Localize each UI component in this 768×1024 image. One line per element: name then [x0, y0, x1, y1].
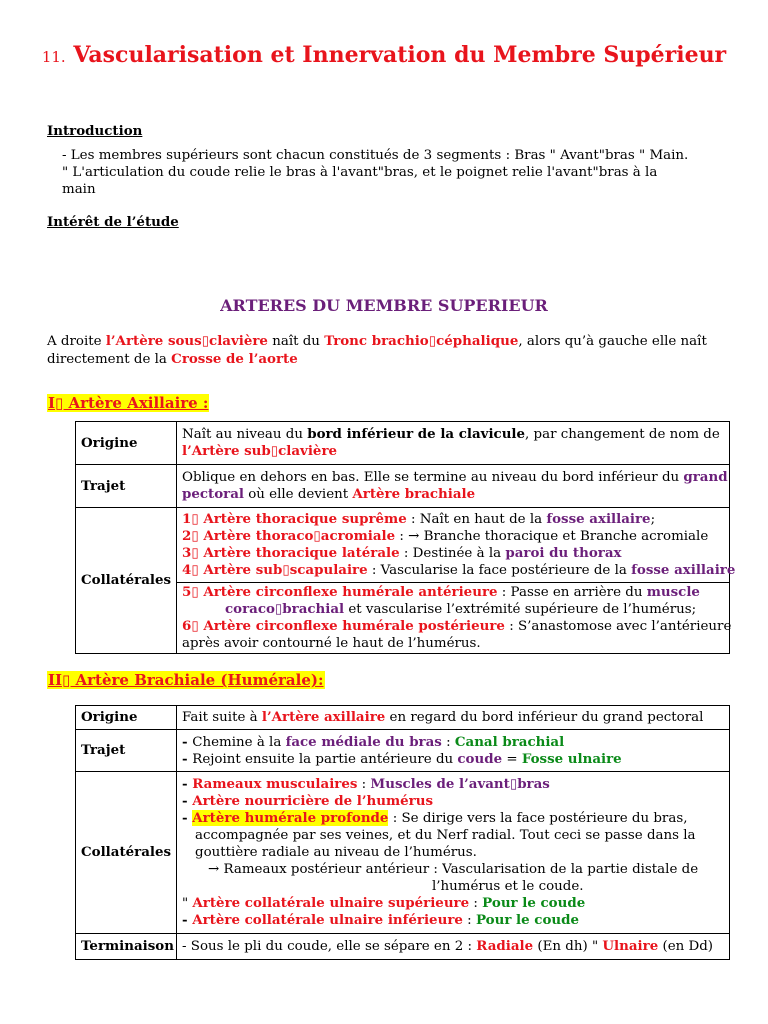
cell-text: - Sous le pli du coude, elle se sépare en 2 :: [182, 939, 477, 954]
bullet: -: [182, 776, 193, 792]
artery-name: Artère brachiale: [352, 486, 476, 502]
cell-text: accompagnée par ses veines, et du Nerf radial. Tout ceci se passe dans la: [195, 828, 696, 843]
cell-text: :: [469, 896, 483, 911]
artery-name: Rameaux musculaires: [192, 776, 358, 792]
artery-name: Artère nourricière de l’humérus: [192, 793, 433, 809]
artery-name: 6▯ Artère circonflexe humérale postérieure: [182, 618, 505, 634]
table-row-origine: [76, 422, 730, 465]
artery-name: l’Artère axillaire: [261, 709, 386, 725]
row-label: Trajet: [76, 465, 177, 508]
cell-text: Oblique en dehors en bas. Elle se termine au niveau du bord inférieur du: [182, 470, 684, 485]
cell-text: : Passe en arrière du: [497, 585, 647, 600]
bullet: -: [182, 793, 193, 809]
para-brachiocephalic-trunk: Tronc brachio▯céphalique: [324, 333, 519, 349]
cell-text: → Rameaux postérieur antérieur : Vascularisation de la partie distale de: [208, 862, 699, 877]
introduction-line: " L'articulation du coude relie le bras à l'avant"bras, et le poignet relie l'avant"bras à la: [62, 165, 658, 180]
bullet: -: [182, 912, 193, 928]
para-aortic-arch: Crosse de l’aorte: [171, 350, 298, 367]
cell-text: gouttière radiale au niveau de l’humérus.: [195, 845, 477, 860]
artery-name: 3▯ Artère thoracique latérale: [182, 545, 400, 561]
collaterales-cell-1: [177, 508, 736, 583]
cell-text: (En dh) ": [533, 939, 603, 954]
para-text: , alors qu’à gauche elle naît: [518, 334, 707, 349]
origine-cell: [177, 422, 730, 465]
brachiale-heading-wrap: [47, 671, 325, 689]
page-title: [0, 42, 768, 68]
target-name: Pour le coude: [475, 912, 580, 928]
introduction-line: - Les membres supérieurs sont chacun constitués de 3 segments : Bras " Avant"bras " Main.: [62, 148, 689, 163]
cell-text: :: [462, 913, 476, 928]
title-text: Vascularisation et Innervation du Membre Supérieur: [73, 42, 727, 68]
introduction-heading: Introduction: [47, 123, 143, 139]
artery-name: Radiale: [476, 938, 534, 954]
table-row-origine: [76, 706, 730, 730]
trajet-cell: [177, 730, 730, 772]
region-name: paroi du thorax: [505, 545, 622, 561]
collaterales-cell-2: [177, 583, 730, 654]
bullet: -: [182, 733, 193, 750]
row-label: Origine: [76, 706, 177, 730]
artery-name: 2▯ Artère thoraco▯acromiale: [182, 528, 396, 544]
cell-text: : Naît en haut de la: [406, 512, 547, 527]
cell-text: où elle devient: [243, 487, 353, 502]
axillaire-table: [75, 421, 736, 654]
bullet: -: [182, 810, 193, 826]
cell-text: Chemine à la: [192, 734, 286, 750]
muscle-name: pectoral: [182, 486, 244, 502]
bullet: ": [182, 896, 193, 911]
para-text: naît du: [267, 334, 325, 349]
row-label: Terminaison: [76, 934, 177, 960]
cell-bold: bord inférieur de la clavicule: [307, 426, 526, 442]
artery-name-highlighted: Artère humérale profonde: [192, 810, 389, 826]
muscle-name: Muscles de l’avant▯bras: [370, 776, 550, 792]
muscle-name: coraco▯brachial: [225, 601, 345, 617]
cell-text: : S’anastomose avec l’antérieure: [504, 619, 732, 634]
region-name: Fosse ulnaire: [521, 750, 622, 767]
table-row-terminaison: [76, 934, 730, 960]
interet-heading: Intérêt de l’étude: [47, 214, 179, 230]
row-label: Origine: [76, 422, 177, 465]
introduction-text: [62, 147, 702, 198]
cell-text: après avoir contourné le haut de l’humérus.: [182, 636, 481, 651]
brachiale-heading: II▯ Artère Brachiale (Humérale):: [48, 671, 324, 689]
cell-text: Naît au niveau du: [182, 427, 308, 442]
region-name: Canal brachial: [454, 733, 565, 750]
artery-name: 5▯ Artère circonflexe humérale antérieure: [182, 584, 498, 600]
target-name: Pour le coude: [482, 895, 586, 911]
region-name: face médiale du bras: [285, 733, 442, 750]
cell-text: : Vascularise la face postérieure de la: [367, 563, 632, 578]
arteres-heading: ARTERES DU MEMBRE SUPERIEUR: [220, 296, 548, 315]
table-row-collaterales: [76, 772, 730, 934]
cell-text: Rejoint ensuite la partie antérieure du: [192, 751, 458, 767]
row-label: Collatérales: [76, 772, 177, 934]
artery-name: Artère collatérale ulnaire inférieure: [192, 912, 463, 928]
para-artery-subclavian: l’Artère sous▯clavière: [105, 333, 268, 349]
brachiale-table: [75, 705, 730, 960]
cell-text: l’humérus et le coude.: [432, 879, 584, 894]
region-name: coude: [457, 750, 503, 767]
region-name: fosse axillaire: [546, 511, 651, 527]
cell-text: ;: [650, 512, 656, 527]
muscle-name: grand: [683, 469, 728, 485]
bullet: -: [182, 750, 193, 767]
axillaire-heading-wrap: [47, 394, 209, 412]
table-row-trajet: [76, 465, 730, 508]
cell-text: (en Dd): [658, 939, 714, 954]
axillaire-heading: I▯ Artère Axillaire :: [48, 394, 209, 412]
cell-text: :: [357, 777, 371, 792]
collaterales-cell: [177, 772, 730, 934]
muscle-name: muscle: [646, 584, 700, 600]
cell-text: =: [502, 751, 522, 767]
origine-cell: [177, 706, 730, 730]
intro-paragraph: [47, 333, 737, 368]
artery-name: 4▯ Artère sub▯scapulaire: [182, 562, 368, 578]
artery-name: Artère collatérale ulnaire supérieure: [192, 895, 470, 911]
row-label: Collatérales: [76, 508, 177, 654]
cell-text: , par changement de nom de: [525, 427, 720, 442]
table-row-trajet: [76, 730, 730, 772]
para-text: A droite: [47, 334, 106, 349]
title-number: 11.: [41, 48, 66, 66]
cell-text: Fait suite à: [182, 710, 262, 725]
cell-text: :: [441, 734, 455, 750]
region-name: fosse axillaire: [631, 562, 736, 578]
table-row-collaterales: [76, 508, 730, 583]
artery-name: 1▯ Artère thoracique suprême: [182, 511, 407, 527]
trajet-cell: [177, 465, 730, 508]
introduction-line: main: [62, 182, 96, 197]
cell-text: : Destinée à la: [399, 546, 506, 561]
cell-text: et vascularise l’extrémité supérieure de l’humérus;: [344, 602, 697, 617]
cell-text: : Se dirige vers la face postérieure du bras,: [388, 811, 688, 826]
artery-name: l’Artère sub▯clavière: [182, 443, 338, 459]
para-text: directement de la: [47, 351, 172, 367]
row-label: Trajet: [76, 730, 177, 772]
cell-text: : → Branche thoracique et Branche acromiale: [395, 529, 709, 544]
terminaison-cell: [177, 934, 730, 960]
artery-name: Ulnaire: [602, 938, 659, 954]
cell-text: en regard du bord inférieur du grand pectoral: [385, 710, 704, 725]
